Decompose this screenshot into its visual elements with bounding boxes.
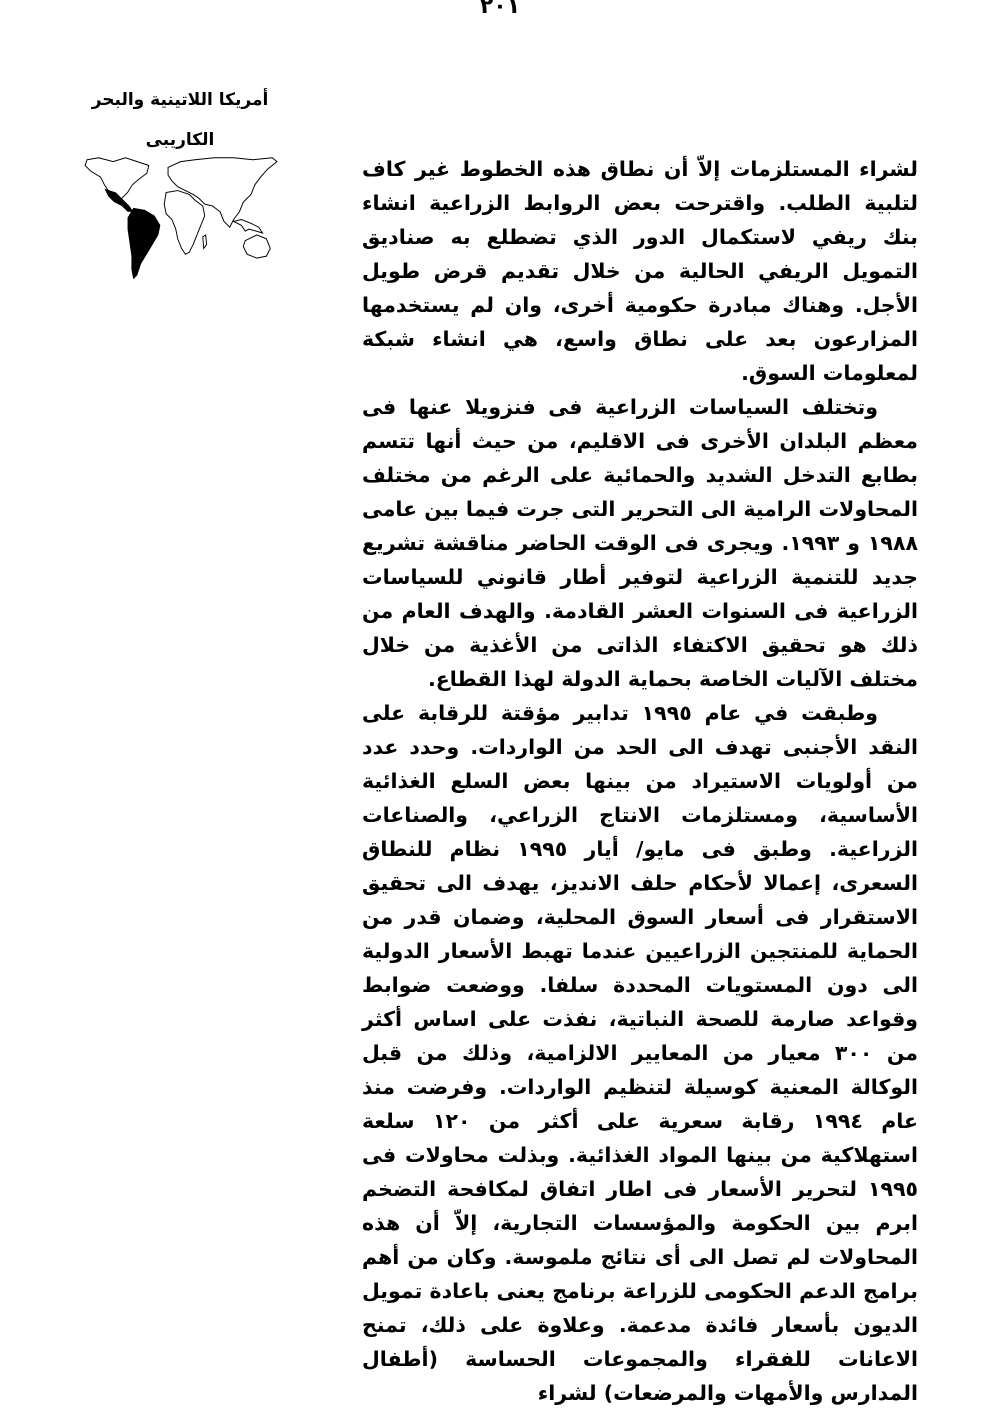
paragraph-1: لشراء المستلزمات إلاّ أن نطاق هذه الخطوط غير كاف لتلبية الطلب. واقترحت بعض الروابط الزراعية انشاء بنك ريفي لاستكمال الدور الذي تضطلع به صناديق التمويل الريفي الحالية من خلال تقديم قرض طويل الأجل. وهناك مبادرة حكومية أخرى، وان لم يستخدمها المزارعون بعد على نطاق واسع، هي انشاء شبكة لمعلومات السوق. <box>362 157 918 385</box>
paragraph-3: وطبقت في عام ١٩٩٥ تدابير مؤقتة للرقابة على النقد الأجنبى تهدف الى الحد من الواردات. وحدد عدد من أولويات الاستيراد من بينها بعض السلع الغذائية الأساسية، ومستلزمات الانتاج الزراعي، والصناعات الزراعية. وطبق فى مايو/ أيار ١٩٩٥ نظام للنطاق السعرى، إعمالا لأحكام حلف الانديز، يهدف الى تحقيق الاستقرار فى أسعار السوق المحلية، وضمان قدر من الحماية للمنتجين الزراعيين عندما تهبط الأسعار الدولية الى دون المستويات المحددة سلفا. ووضعت ضوابط وقواعد صارمة للصحة النباتية، نفذت على اساس أكثر من ٣٠٠ معيار من المعايير الالزامية، وذلك من قبل الوكالة المعنية كوسيلة لتنظيم الواردات. وفرضت منذ عام ١٩٩٤ رقابة سعرية على أكثر من ١٢٠ سلعة استهلاكية من بينها المواد الغذائية. وبذلت محاولات فى ١٩٩٥ لتحرير الأسعار فى اطار اتفاق لمكافحة التضخم ابرم بين الحكومة والمؤسسات التجارية، إلاّ أن هذه المحاولات لم تصل الى أى نتائج ملموسة. وكان من أهم برامج الدعم الحكومى للزراعة برنامج يعنى باعادة تمويل الديون بأسعار فائدة مدعمة. وعلاوة على ذلك، تمنح الاعانات للفقراء والمجموعات الحساسة (أطفال المدارس والأمهات والمرضعات) لشراء <box>362 701 919 1405</box>
australia-outline <box>243 235 270 258</box>
africa-outline <box>164 191 205 255</box>
latin-america-highlight <box>104 189 160 280</box>
page-number: ٢٠١ <box>479 0 521 19</box>
world-map-icon <box>78 152 288 287</box>
paragraph-2: وتختلف السياسات الزراعية فى فنزويلا عنها فى معظم البلدان الأخرى فى الاقليم، من حيث أنها تتسم بطابع التدخل الشديد والحمائية على الرغم من مختلف المحاولات الرامية الى التحرير التى جرت فيما بين عامى ١٩٨٨ و ١٩٩٣. ويجرى فى الوقت الحاضر مناقشة تشريع جديد للتنمية الزراعية لتوفير أطار قانوني للسياسات الزراعية فى السنوات العشر القادمة. والهدف العام من ذلك هو تحقيق الاكتفاء الذاتى من الأغذية من خلال مختلف الآليات الخاصة بحماية الدولة لهذا القطاع. <box>361 395 918 691</box>
region-title-line-2: الكاريبى <box>145 130 215 150</box>
body-text <box>362 152 918 1410</box>
madagascar-outline <box>203 235 207 249</box>
southeast-asia-islands-outline <box>234 220 263 234</box>
sidebar-region-label <box>70 80 290 160</box>
central-america-shape <box>104 189 133 212</box>
south-america-shape <box>128 208 161 279</box>
region-title-line-1: أمريكا اللاتينية والبحر <box>91 90 269 110</box>
